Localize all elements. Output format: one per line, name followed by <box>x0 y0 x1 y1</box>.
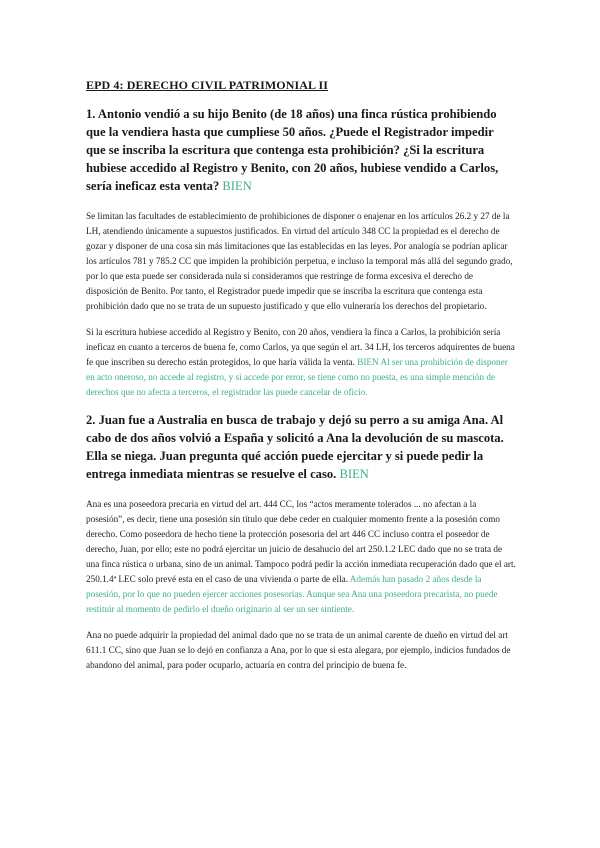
answer-2-correction-note: Además han pasado 2 años desde la posesión, por lo que no pueden ejercer acciones posesorias. Aunque sea Ana una poseedora precarista, no puede restituir al momento de pedirlo el dueño originario al ser un ser sintiente. <box>86 574 498 614</box>
answer-1-grade: BIEN <box>357 357 379 367</box>
answer-1-correction-note: Al ser una prohibición de disponer en acto oneroso, no accede al registro, y si accede por error, se tiene como no puesta, es una simple mención de derechos que no afecta a terceros, el registrador las puede cancelar de oficio. <box>86 357 508 397</box>
answer-1-paragraph-2 <box>86 325 516 400</box>
question-2-text: 2. Juan fue a Australia en busca de trabajo y dejó su perro a su amiga Ana. Al cabo de dos años volvió a España y solicitó a Ana la devolución de su mascota. Ella se niega. Juan pregunta qué acción puede ejercitar y si puede pedir la entrega inmediata mientras se resuelve el caso. <box>86 413 504 481</box>
answer-2-paragraph-1 <box>86 497 516 617</box>
answer-1-paragraph-2-text: Si la escritura hubiese accedido al Registro y Benito, con 20 años, vendiera la finca a Carlos, la prohibición sería ineficaz en cuanto a terceros de buena fe, como Carlos, ya que según el art. 34 LH, los terceros adquirentes de buena fe que inscriben su derecho están protegidos, lo que haría válida la venta. <box>86 327 515 367</box>
question-1-text: 1. Antonio vendió a su hijo Benito (de 18 años) una finca rústica prohibiendo que la vendiera hasta que cumpliese 50 años. ¿Puede el Registrador impedir que se inscriba la escritura que contenga esta prohibición? ¿Si la escritura hubiese accedido al Registro y Benito, con 20 años, hubiese vendido a Carlos, sería ineficaz esta venta? <box>86 107 499 193</box>
answer-1-paragraph-1: Se limitan las facultades de establecimiento de prohibiciones de disponer o enajenar en los artículos 26.2 y 27 de la LH, atendiendo únicamente a supuestos justificados. En virtud del artículo 348 CC la propiedad es el derecho de gozar y disponer de una cosa sin más limitaciones que las establecidas en las leyes. Por analogía se podrían aplicar los artículos 781 y 785.2 CC que impiden la prohibición perpetua, e incluso la temporal más allá del segundo grado, por lo que esta puede ser considerada nula si consideramos que restringe de forma excesiva el derecho de disposición de Benito. Por tanto, el Registrador puede impedir que se inscriba la escritura que contenga esta prohibición dado que no se trata de un supuesto justificado y que ello vulneraría los derechos del propietario. <box>86 211 513 311</box>
question-1-grade: BIEN <box>222 179 252 193</box>
question-2-grade: BIEN <box>339 467 369 481</box>
document-title: EPD 4: DERECHO CIVIL PATRIMONIAL II <box>86 78 329 92</box>
answer-2-paragraph-1-text: Ana es una poseedora precaria en virtud del art. 444 CC, los “actos meramente tolerados ... no afectan a la posesión”, es decir, tiene una posesión sin título que debe ceder en cualquier momento frente a la posesión como derecho. Como poseedora de hecho tiene la protección posesoria del art 446 CC incluso contra el poseedor de derecho, Juan, por ello; este no podrá ejercitar un juicio de desahucio del art 250.1.2 LEC dado que no se trata de una finca rústica o urbana, sino de un animal. Tampoco podrá pedir la acción inmediata recuperación dado que el art. 250.1.4ª LEC solo prevé esta en el caso de una vivienda o parte de ella. <box>86 499 516 584</box>
question-1 <box>86 105 516 195</box>
question-2 <box>86 411 516 483</box>
answer-2-paragraph-2: Ana no puede adquirir la propiedad del animal dado que no se trata de un animal carente de dueño en virtud del art 611.1 CC, sino que Juan se lo dejó en confianza a Ana, por lo que si esta alegara, por ejemplo, indicios fundados de abandono del animal, para poder ocuparlo, actuaría en contra del principio de buena fe. <box>86 630 511 670</box>
document-body <box>86 78 516 684</box>
